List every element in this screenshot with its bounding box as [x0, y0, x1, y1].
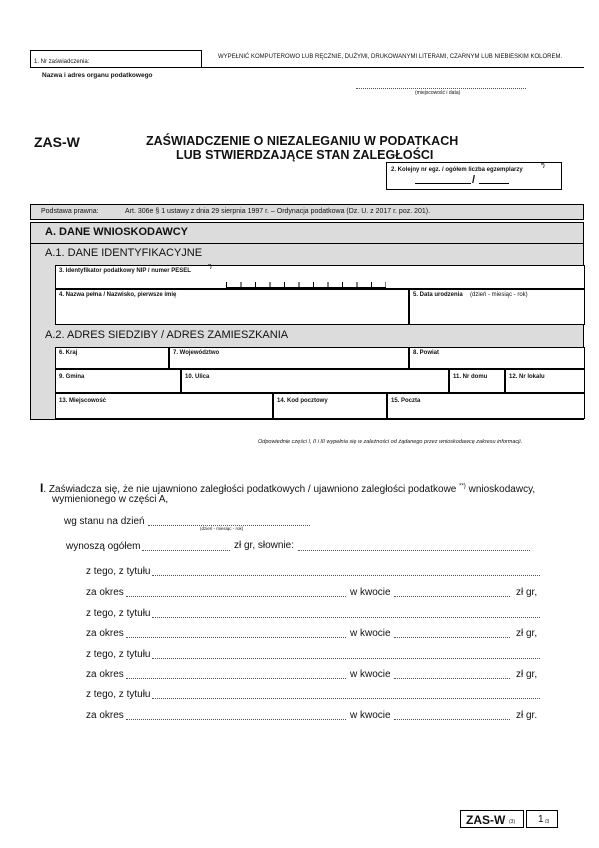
field-commune-label: 9. Gmina: [59, 374, 85, 380]
amount-label-3: w kwocie: [350, 669, 391, 680]
currency-4: zł gr.: [516, 710, 538, 721]
footer-page: 1: [538, 814, 544, 825]
amount-input-1[interactable]: [394, 596, 510, 597]
part1-statement: [40, 481, 580, 495]
field-house-number-label: 11. Nr domu: [453, 374, 488, 380]
amount-label-2: w kwocie: [350, 628, 391, 639]
total-currency-words: zł gr, słownie:: [234, 540, 295, 551]
currency-3: zł gr,: [516, 669, 538, 680]
field-voivodeship[interactable]: [169, 347, 409, 369]
amount-input-4[interactable]: [394, 719, 510, 720]
field-post-office[interactable]: [387, 393, 585, 419]
field-street[interactable]: [181, 369, 449, 393]
field-post-office-label: 15. Poczta: [391, 398, 421, 404]
legal-basis-row: [30, 204, 584, 220]
copy-number-sup: *): [541, 163, 545, 169]
field-postal-code-label: 14. Kod pocztowy: [277, 398, 328, 404]
field-city-label: 13. Miejscowość: [59, 398, 107, 404]
field-postal-code[interactable]: [273, 393, 387, 419]
amount-input-3[interactable]: [394, 678, 510, 679]
copy-number-sep: /: [472, 174, 476, 186]
total-words-input[interactable]: [298, 550, 530, 551]
field-country-label: 6. Kraj: [59, 350, 78, 356]
legal-basis-label: Podstawa prawna:: [41, 208, 99, 215]
field-birthdate-hint: (dzień - miesiąc - rok): [470, 292, 528, 298]
period-label-3: za okres: [86, 669, 124, 680]
section-a1-title: A.1. DANE IDENTYFIKACYJNE: [45, 247, 203, 259]
section-a: [30, 222, 584, 420]
copy-number-box[interactable]: [386, 162, 562, 190]
field-birthdate-label: 5. Data urodzenia: [413, 292, 463, 298]
part1-text-line1-end: wnioskodawcy,: [468, 484, 536, 495]
footer-version: (3): [509, 819, 516, 825]
as-of-label: wg stanu na dzień: [64, 516, 145, 527]
part1-text-line2: wymienionego w części A,: [52, 494, 169, 505]
period-input-1[interactable]: [126, 596, 346, 597]
footer-code: ZAS-W: [466, 813, 506, 827]
of-which-input-2[interactable]: [152, 617, 540, 618]
field-house-number[interactable]: [449, 369, 505, 393]
part1-sup: **): [459, 483, 466, 490]
period-label-4: za okres: [86, 710, 124, 721]
amount-label-4: w kwocie: [350, 710, 391, 721]
of-which-input-1[interactable]: [152, 575, 540, 576]
field-city[interactable]: [55, 393, 273, 419]
place-date-label: (miejscowość i data): [415, 90, 461, 96]
field-nip-pesel-sup: *): [208, 264, 212, 270]
of-which-label-3: z tego, z tytułu: [86, 649, 151, 660]
field-county-label: 8. Powiat: [413, 350, 440, 356]
section-a2-title: A.2. ADRES SIEDZIBY / ADRES ZAMIESZKANIA: [45, 329, 289, 341]
section-a-title: A. DANE WNIOSKODAWCY: [45, 226, 188, 238]
period-input-3[interactable]: [126, 678, 346, 679]
fill-instruction: WYPEŁNIĆ KOMPUTEROWO LUB RĘCZNIE, DUŻYMI, DRUKOWANYMI LITERAMI, CZARNYM LUB NIEBIESKIM KOLOREM.: [218, 54, 563, 60]
of-which-label-4: z tego, z tytułu: [86, 689, 151, 700]
currency-1: zł gr,: [516, 587, 538, 598]
section-a-rule: [31, 243, 583, 244]
field-nip-pesel-label: 3. Identyfikator podatkowy NIP / numer PESEL: [59, 268, 191, 274]
of-which-label-1: z tego, z tytułu: [86, 566, 151, 577]
field-voivodeship-label: 7. Województwo: [173, 350, 220, 356]
currency-2: zł gr,: [516, 628, 538, 639]
nip-digit-boxes[interactable]: [226, 282, 386, 288]
form-code: ZAS-W: [34, 134, 80, 150]
part1-roman: I: [40, 481, 44, 495]
field-flat-number-label: 12. Nr lokalu: [509, 374, 545, 380]
field-name[interactable]: [55, 289, 409, 325]
period-input-2[interactable]: [126, 637, 346, 638]
organ-label: Nazwa i adres organu podatkowego: [42, 72, 153, 79]
field-street-label: 10. Ulica: [185, 374, 210, 380]
parts-note: Odpowiednie części I, II i III wypełnia się w zależności od żądanego przez wnioskodawcę zakresu informacji.: [258, 439, 523, 445]
period-input-4[interactable]: [126, 719, 346, 720]
amount-input-2[interactable]: [394, 637, 510, 638]
copy-total-input[interactable]: [479, 183, 509, 184]
of-which-label-2: z tego, z tytułu: [86, 608, 151, 619]
footer-code-box: [460, 810, 524, 828]
total-amount-input[interactable]: [142, 550, 230, 551]
footer-page-of: /3: [545, 819, 550, 825]
top-rule: [202, 67, 584, 68]
copy-number-input[interactable]: [415, 183, 471, 184]
period-label-1: za okres: [86, 587, 124, 598]
nr-zaswiadczenia-label: 1. Nr zaświadczenia:: [34, 59, 90, 65]
copy-number-label: 2. Kolejny nr egz. / ogółem liczba egzemplarzy: [391, 167, 523, 173]
legal-basis-text: Art. 306e § 1 ustawy z dnia 29 sierpnia 1997 r. – Ordynacja podatkowa (Dz. U. z 2017 r. poz. 201).: [125, 208, 431, 215]
amount-label-1: w kwocie: [350, 587, 391, 598]
of-which-input-4[interactable]: [152, 698, 540, 699]
total-label: wynoszą ogółem: [66, 541, 141, 552]
as-of-date-hint: (dzień - miesiąc - rok): [200, 526, 244, 531]
field-nip-pesel[interactable]: [55, 265, 585, 289]
period-label-2: za okres: [86, 628, 124, 639]
field-name-label: 4. Nazwa pełna / Nazwisko, pierwsze imię: [59, 292, 177, 298]
nr-zaswiadczenia-field[interactable]: [30, 50, 202, 68]
place-date-line[interactable]: [356, 88, 526, 89]
form-title-line2: LUB STWIERDZAJĄCE STAN ZALEGŁOŚCI: [176, 148, 434, 162]
field-county[interactable]: [409, 347, 585, 369]
field-birthdate[interactable]: [409, 289, 585, 325]
field-country[interactable]: [55, 347, 169, 369]
field-commune[interactable]: [55, 369, 181, 393]
of-which-input-3[interactable]: [152, 658, 540, 659]
part1-text-line1: . Zaświadcza się, że nie ujawniono zaległości podatkowych / ujawniono zaległości podatkowe: [43, 484, 457, 495]
form-title-line1: ZAŚWIADCZENIE O NIEZALEGANIU W PODATKACH: [146, 134, 459, 148]
footer-page-box: [526, 810, 558, 828]
field-flat-number[interactable]: [505, 369, 585, 393]
